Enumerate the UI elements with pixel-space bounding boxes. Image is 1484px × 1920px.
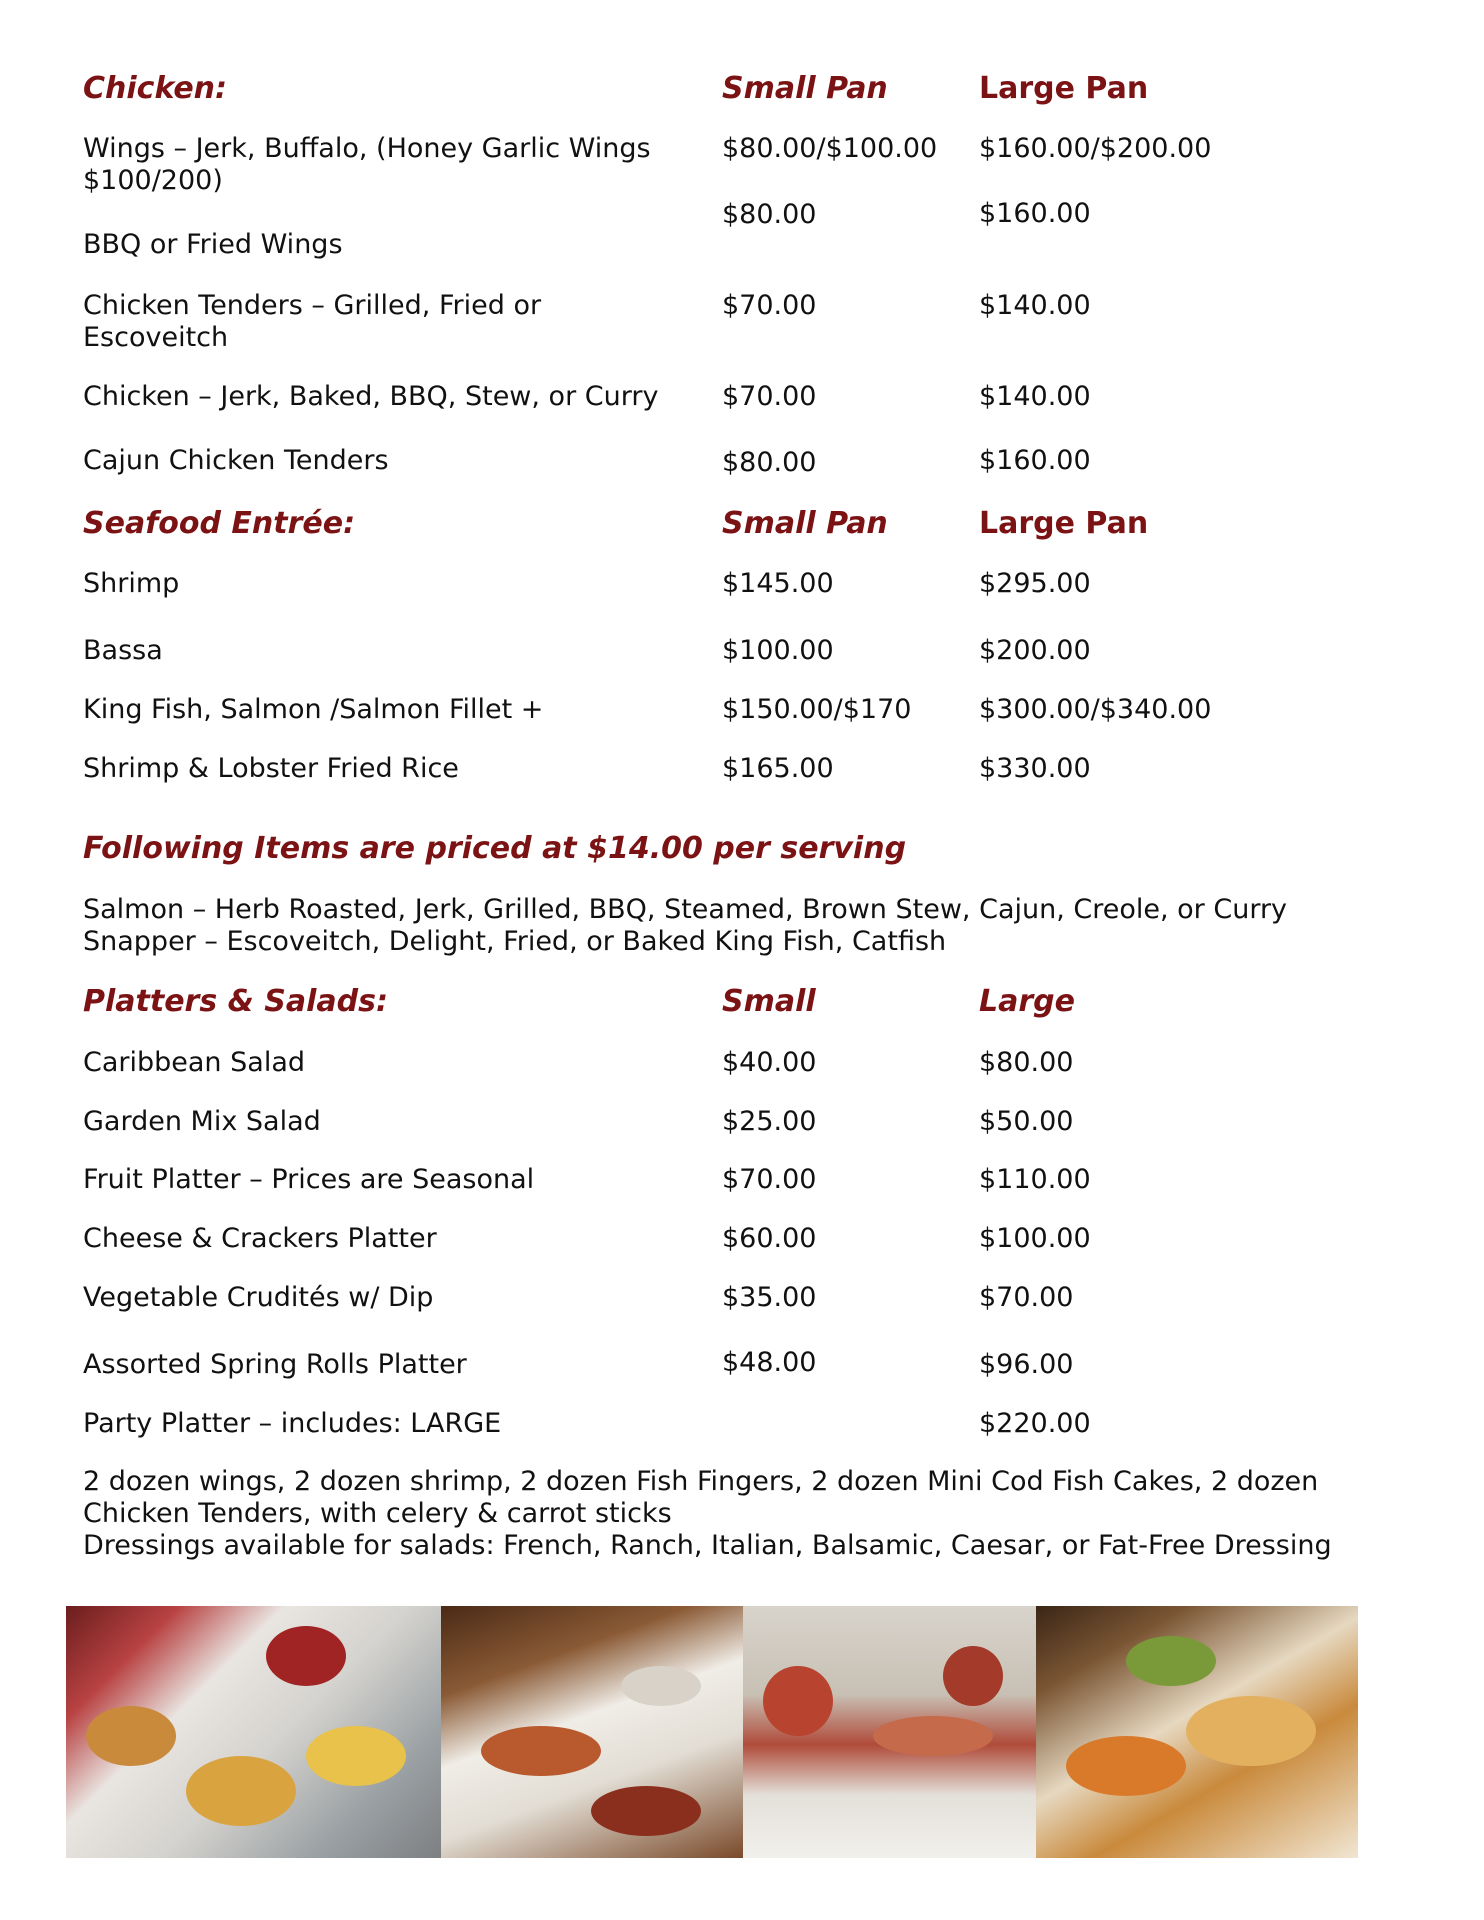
seafood-item-small-price: $145.00 — [722, 568, 834, 599]
chafing-dishes-photo — [66, 1606, 441, 1858]
platter-item-small-price: $25.00 — [722, 1106, 817, 1137]
seafood-heading: Seafood Entrée: — [83, 506, 356, 541]
chicken-item-name: Wings – Jerk, Buffalo, (Honey Garlic Wings $100/200) — [83, 133, 651, 196]
platters-small-header: Small — [722, 984, 816, 1019]
seafood-item-small-price: $150.00/$170 — [722, 694, 912, 725]
chicken-item-small-price: $80.00/$100.00 — [722, 133, 938, 164]
party-platter-note: 2 dozen wings, 2 dozen shrimp, 2 dozen Fish Fingers, 2 dozen Mini Cod Fish Cakes, 2 dozen Chicken Tenders, with celery & carrot sticks — [83, 1466, 1319, 1529]
chicken-item-small-price: $80.00 — [722, 447, 817, 478]
seafood-small-pan-header: Small Pan — [722, 506, 888, 541]
chicken-item-name: BBQ or Fried Wings — [83, 229, 343, 260]
chicken-item-large-price: $140.00 — [979, 290, 1091, 321]
banquet-hall-photo — [743, 1606, 1036, 1858]
platter-item-large-price: $70.00 — [979, 1282, 1074, 1313]
catering-photo-strip — [66, 1606, 1358, 1858]
platter-item-small-price: $35.00 — [722, 1282, 817, 1313]
platter-item-name: Cheese & Crackers Platter — [83, 1223, 437, 1254]
chicken-item-small-price: $70.00 — [722, 381, 817, 412]
seafood-item-small-price: $165.00 — [722, 753, 834, 784]
per-serving-line: Salmon – Herb Roasted, Jerk, Grilled, BBQ, Steamed, Brown Stew, Cajun, Creole, or Curry — [83, 894, 1288, 925]
dressings-note: Dressings available for salads: French, Ranch, Italian, Balsamic, Caesar, or Fat-Free Dressing — [83, 1530, 1332, 1561]
seafood-item-large-price: $300.00/$340.00 — [979, 694, 1212, 725]
chicken-large-pan-header: Large Pan — [979, 71, 1149, 106]
platter-item-name: Vegetable Crudités w/ Dip — [83, 1282, 434, 1313]
platter-item-name: Garden Mix Salad — [83, 1106, 321, 1137]
seafood-item-large-price: $295.00 — [979, 568, 1091, 599]
chicken-item-name: Chicken – Jerk, Baked, BBQ, Stew, or Curry — [83, 381, 659, 412]
platter-item-large-price: $220.00 — [979, 1408, 1091, 1439]
platter-item-small-price: $48.00 — [722, 1347, 817, 1378]
seafood-item-name: Shrimp & Lobster Fried Rice — [83, 753, 459, 784]
platters-large-header: Large — [979, 984, 1075, 1019]
platter-item-name: Party Platter – includes: LARGE — [83, 1408, 502, 1439]
chicken-item-large-price: $160.00/$200.00 — [979, 133, 1212, 164]
seafood-large-pan-header: Large Pan — [979, 506, 1149, 541]
platter-item-name: Fruit Platter – Prices are Seasonal — [83, 1164, 535, 1195]
seafood-item-large-price: $200.00 — [979, 635, 1091, 666]
platter-item-large-price: $50.00 — [979, 1106, 1074, 1137]
chicken-heading: Chicken: — [83, 71, 228, 106]
platter-item-large-price: $100.00 — [979, 1223, 1091, 1254]
platter-item-small-price: $70.00 — [722, 1164, 817, 1195]
chicken-item-large-price: $160.00 — [979, 198, 1091, 229]
platters-heading: Platters & Salads: — [83, 984, 388, 1019]
platter-item-small-price: $40.00 — [722, 1047, 817, 1078]
chicken-small-pan-header: Small Pan — [722, 71, 888, 106]
platter-item-name: Assorted Spring Rolls Platter — [83, 1349, 467, 1380]
chicken-item-name: Chicken Tenders – Grilled, Fried or Escoveitch — [83, 290, 542, 353]
platter-item-name: Caribbean Salad — [83, 1047, 305, 1078]
platter-item-large-price: $110.00 — [979, 1164, 1091, 1195]
chicken-item-small-price: $70.00 — [722, 290, 817, 321]
per-serving-line: Snapper – Escoveitch, Delight, Fried, or Baked King Fish, Catfish — [83, 926, 947, 957]
seafood-item-name: Shrimp — [83, 568, 180, 599]
chicken-item-large-price: $160.00 — [979, 445, 1091, 476]
chicken-item-small-price: $80.00 — [722, 199, 817, 230]
per-serving-heading: Following Items are priced at $14.00 per serving — [83, 831, 907, 866]
buffet-table-photo — [441, 1606, 743, 1858]
seafood-item-large-price: $330.00 — [979, 753, 1091, 784]
platter-item-small-price: $60.00 — [722, 1223, 817, 1254]
chicken-item-large-price: $140.00 — [979, 381, 1091, 412]
chicken-item-name: Cajun Chicken Tenders — [83, 445, 389, 476]
seafood-item-name: Bassa — [83, 635, 163, 666]
platter-item-large-price: $96.00 — [979, 1349, 1074, 1380]
platter-item-large-price: $80.00 — [979, 1047, 1074, 1078]
seafood-item-name: King Fish, Salmon /Salmon Fillet + — [83, 694, 544, 725]
seafood-item-small-price: $100.00 — [722, 635, 834, 666]
food-platters-photo — [1036, 1606, 1358, 1858]
